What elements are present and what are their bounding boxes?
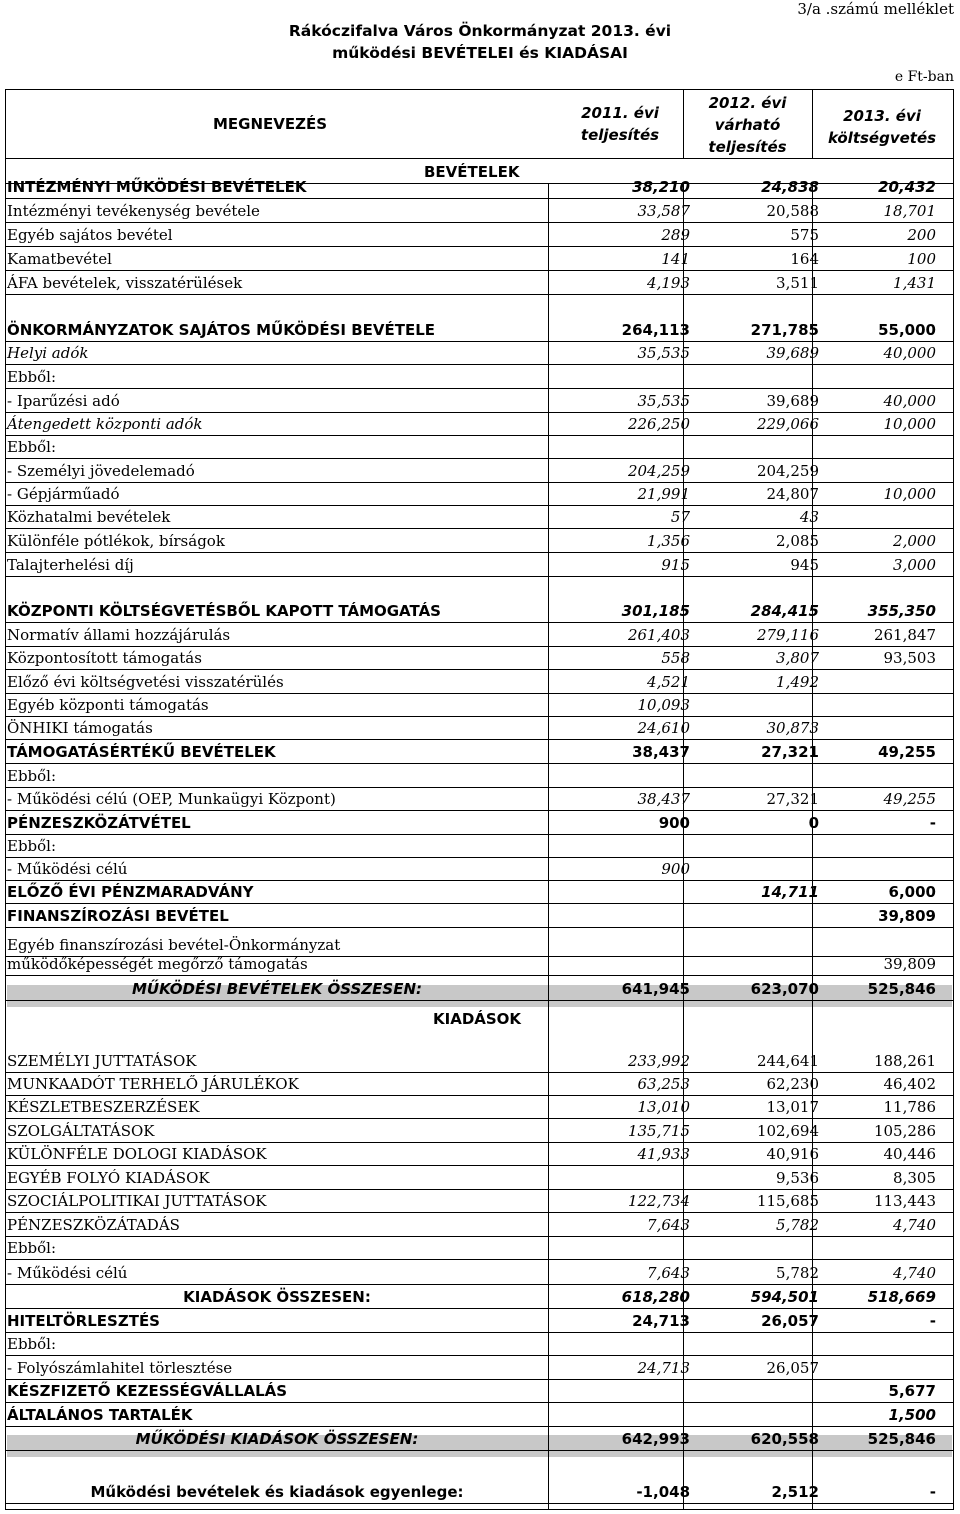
table-row: [7, 812, 952, 832]
row-value-col2: 27,321: [766, 790, 819, 808]
row-label: PÉNZESZKÖZÁTADÁS: [7, 1216, 180, 1234]
row-value-col3: 40,000: [883, 392, 936, 410]
row-label: Átengedett központi adók: [7, 415, 203, 433]
table-row: [7, 694, 952, 714]
row-label: ÁFA bevételek, visszatérülések: [7, 274, 243, 292]
row-value-col1: 642,993: [621, 1430, 690, 1448]
row-value-col3: 518,669: [867, 1288, 936, 1306]
row-value-col1: 261,403: [627, 626, 690, 644]
table-row: [7, 483, 952, 503]
row-value-col2: 102,694: [756, 1122, 819, 1140]
row-value-col1: 289: [661, 226, 690, 244]
row-value-col3: 6,000: [888, 883, 936, 901]
row-value-col3: 4,740: [893, 1216, 936, 1234]
row-value-col2: 20,588: [766, 202, 819, 220]
col2-line2: várható: [714, 116, 781, 134]
row-value-col1: 10,093: [637, 696, 690, 714]
row-label: Előző évi költségvetési visszatérülés: [7, 673, 284, 691]
row-label: Ebből:: [7, 438, 57, 456]
table-row: [7, 1481, 952, 1501]
row-value-col2: 204,259: [756, 462, 819, 480]
row-value-col3: 40,000: [883, 344, 936, 362]
row-label: Helyi adók: [7, 344, 89, 362]
row-label: - Iparűzési adó: [7, 392, 120, 410]
row-label: Közhatalmi bevételek: [7, 508, 171, 526]
row-value-col2: 575: [790, 226, 819, 244]
row-value-col3: 188,261: [873, 1052, 936, 1070]
table-row: [7, 1214, 952, 1234]
row-label: KÉSZFIZETŐ KEZESSÉGVÁLLALÁS: [7, 1382, 288, 1400]
row-value-col2: 623,070: [750, 980, 819, 998]
row-value-col3: 525,846: [867, 1430, 936, 1448]
row-value-col3: 10,000: [883, 415, 936, 433]
row-label: Egyéb finanszírozási bevétel-Önkormányzat: [7, 936, 341, 954]
row-value-col1: 24,713: [637, 1359, 690, 1377]
table-row: [7, 881, 952, 901]
row-label: SZOLGÁLTATÁSOK: [7, 1122, 155, 1140]
row-value-col1: 33,587: [637, 202, 690, 220]
row-value-col2: 62,230: [766, 1075, 819, 1093]
row-value-col2: 1,492: [776, 673, 819, 691]
row-value-col2: 2,512: [771, 1483, 819, 1501]
row-value-col2: 26,057: [761, 1312, 819, 1330]
row-value-col2: 164: [790, 250, 819, 268]
row-value-col1: 264,113: [621, 321, 690, 339]
row-value-col2: 3,807: [776, 649, 819, 667]
table-row: [7, 1357, 952, 1377]
table-row: [7, 788, 952, 808]
table-row: [7, 671, 952, 691]
table-row: [7, 1428, 952, 1448]
row-value-col1: 41,933: [637, 1145, 690, 1163]
table-row: [7, 1050, 952, 1070]
col1-line1: 2011. évi: [581, 103, 659, 122]
row-value-col2: 24,807: [766, 485, 819, 503]
table-row: [7, 248, 952, 268]
row-value-col2: 24,838: [761, 178, 819, 196]
row-value-col1: 122,734: [627, 1192, 690, 1210]
title-line-1: Rákóczifalva Város Önkormányzat 2013. évi: [288, 22, 672, 40]
table-row: [7, 460, 952, 480]
title-line-2: működési BEVÉTELEI és KIADÁSAI: [332, 44, 628, 62]
row-label: EGYÉB FOLYÓ KIADÁSOK: [7, 1169, 210, 1187]
row-label: ELŐZŐ ÉVI PÉNZMARADVÁNY: [7, 883, 254, 901]
table-row: [7, 624, 952, 644]
row-value-col3: 105,286: [873, 1122, 936, 1140]
row-value-col2: 39,689: [766, 392, 819, 410]
table-row: [7, 1237, 952, 1257]
unit-label: e Ft-ban: [894, 69, 954, 85]
row-value-col3: 100: [907, 250, 936, 268]
row-value-col1: 233,992: [627, 1052, 690, 1070]
col2-line1: 2012. évi: [708, 94, 787, 112]
row-label: ÖNHIKI támogatás: [7, 719, 153, 737]
table-row: [7, 934, 952, 954]
row-value-col3: 39,809: [883, 955, 936, 973]
row-label: - Személyi jövedelemadó: [7, 462, 195, 480]
row-label: Működési bevételek és kiadások egyenlege:: [90, 1483, 464, 1501]
row-value-col3: 200: [907, 226, 936, 244]
row-label: Egyéb központi támogatás: [7, 696, 209, 714]
table-row: [7, 1190, 952, 1210]
table-row: [7, 1167, 952, 1187]
row-value-col1: 38,437: [637, 790, 690, 808]
row-value-col3: 93,503: [883, 649, 936, 667]
row-value-col1: 204,259: [627, 462, 690, 480]
row-label: SZEMÉLYI JUTTATÁSOK: [7, 1052, 197, 1070]
row-label: MŰKÖDÉSI BEVÉTELEK ÖSSZESEN:: [131, 980, 423, 998]
annex-label: 3/a .számú melléklet: [797, 0, 954, 18]
row-value-col1: 4,193: [647, 274, 690, 292]
row-value-col1: 900: [661, 860, 690, 878]
table-row: [7, 366, 952, 386]
row-value-col2: 945: [790, 556, 819, 574]
row-label: KIADÁSOK ÖSSZESEN:: [183, 1288, 371, 1306]
row-label: Ebből:: [7, 837, 57, 855]
table-row: [7, 554, 952, 574]
row-value-col3: 18,701: [883, 202, 936, 220]
table-row: [7, 1380, 952, 1400]
row-value-col1: 1,356: [647, 532, 690, 550]
row-value-col1: 38,210: [632, 178, 690, 196]
row-label: KÉSZLETBESZERZÉSEK: [7, 1098, 200, 1116]
row-value-col2: 5,782: [776, 1264, 819, 1282]
table-row: [7, 530, 952, 550]
row-value-col2: 620,558: [750, 1430, 819, 1448]
table-row: [7, 390, 952, 410]
row-label: Ebből:: [7, 767, 57, 785]
row-value-col3: 11,786: [883, 1098, 936, 1116]
row-label: SZOCIÁLPOLITIKAI JUTTATÁSOK: [7, 1192, 267, 1210]
row-label: MŰKÖDÉSI KIADÁSOK ÖSSZESEN:: [135, 1430, 419, 1448]
row-value-col1: 900: [658, 814, 690, 832]
row-value-col2: 27,321: [761, 743, 819, 761]
row-value-col2: 284,415: [750, 602, 819, 620]
row-value-col1: 558: [661, 649, 690, 667]
table-row: [7, 1262, 952, 1282]
row-value-col3: 355,350: [867, 602, 936, 620]
table-row: [7, 1120, 952, 1140]
table-row: [7, 1073, 952, 1093]
table-row: [7, 436, 952, 456]
table-row: [7, 741, 952, 761]
table-row: [7, 272, 952, 292]
row-value-col2: 14,711: [761, 883, 819, 901]
row-label: KÜLÖNFÉLE DOLOGI KIADÁSOK: [7, 1145, 267, 1163]
row-label: PÉNZESZKÖZÁTVÉTEL: [7, 814, 191, 832]
row-value-col2: 2,085: [776, 532, 819, 550]
col1-line2: teljesítés: [580, 125, 660, 144]
row-label: Központosított támogatás: [7, 649, 202, 667]
table-row: [7, 1286, 952, 1306]
row-label: Különféle pótlékok, bírságok: [7, 532, 225, 550]
row-label: ÖNKORMÁNYZATOK SAJÁTOS MŰKÖDÉSI BEVÉTELE: [7, 321, 436, 339]
row-value-col3: 1,431: [893, 274, 936, 292]
row-value-col3: 20,432: [878, 178, 936, 196]
row-value-col2: 30,873: [766, 719, 819, 737]
table-row: [7, 506, 952, 526]
row-value-col3: 8,305: [893, 1169, 936, 1187]
row-value-col3: 49,255: [878, 743, 936, 761]
row-value-col1: 63,253: [637, 1075, 690, 1093]
row-value-col2: 39,689: [766, 344, 819, 362]
table-row: [7, 176, 952, 196]
row-value-col2: 9,536: [776, 1169, 819, 1187]
row-label: KÖZPONTI KÖLTSÉGVETÉSBŐL KAPOTT TÁMOGATÁS: [7, 602, 441, 620]
row-value-col3: 46,402: [883, 1075, 936, 1093]
row-value-col3: 1,500: [888, 1406, 936, 1424]
row-label: Egyéb sajátos bevétel: [7, 226, 173, 244]
row-label: működőképességét megőrző támogatás: [7, 955, 308, 973]
row-value-col1: 7,643: [647, 1264, 690, 1282]
row-value-col1: 7,643: [647, 1216, 690, 1234]
row-value-col2: 271,785: [750, 321, 819, 339]
row-value-col3: 261,847: [873, 626, 936, 644]
table-row: [7, 200, 952, 220]
row-value-col1: 35,535: [637, 392, 690, 410]
row-value-col2: 0: [808, 814, 819, 832]
row-value-col1: 24,610: [637, 719, 690, 737]
row-value-col2: 3,511: [776, 274, 819, 292]
table-row: [7, 1143, 952, 1163]
row-value-col2: 40,916: [766, 1145, 819, 1163]
row-value-col3: 55,000: [878, 321, 936, 339]
row-value-col2: 594,501: [750, 1288, 819, 1306]
row-label: Ebből:: [7, 368, 57, 386]
row-label: MUNKAADÓT TERHELŐ JÁRULÉKOK: [7, 1075, 299, 1093]
row-value-col1: 35,535: [637, 344, 690, 362]
table-row: [7, 858, 952, 878]
row-value-col1: 135,715: [627, 1122, 690, 1140]
row-label: Intézményi tevékenység bevétele: [7, 202, 260, 220]
row-label: Normatív állami hozzájárulás: [7, 626, 231, 644]
section-income: BEVÉTELEK: [424, 163, 520, 181]
row-label: Talajterhelési díj: [7, 556, 134, 574]
row-value-col3: 4,740: [893, 1264, 936, 1282]
row-value-col2: 115,685: [756, 1192, 819, 1210]
table-row: [7, 717, 952, 737]
row-value-col1: 915: [661, 556, 690, 574]
row-label: INTÉZMÉNYI MŰKÖDÉSI BEVÉTELEK: [7, 178, 307, 196]
table-row: [7, 978, 952, 998]
row-value-col3: 39,809: [878, 907, 936, 925]
row-value-col3: 2,000: [893, 532, 936, 550]
row-value-col3: 3,000: [893, 556, 936, 574]
table-row: [7, 224, 952, 244]
row-value-col1: 24,713: [632, 1312, 690, 1330]
row-label: Ebből:: [7, 1239, 57, 1257]
row-value-col1: 618,280: [621, 1288, 690, 1306]
row-value-col3: -: [929, 1312, 936, 1330]
row-value-col1: 13,010: [637, 1098, 690, 1116]
row-value-col1: 38,437: [632, 743, 690, 761]
row-value-col1: 641,945: [621, 980, 690, 998]
row-label: FINANSZÍROZÁSI BEVÉTEL: [7, 907, 229, 925]
row-label: - Folyószámlahitel törlesztése: [7, 1359, 233, 1377]
table-row: [7, 342, 952, 362]
row-value-col1: 4,521: [647, 673, 690, 691]
col3-line2: költségvetés: [827, 128, 937, 147]
row-label: Ebből:: [7, 1335, 57, 1353]
row-value-col2: 43: [799, 508, 819, 526]
row-label: - Működési célú: [7, 1264, 128, 1282]
row-label: TÁMOGATÁSÉRTÉKŰ BEVÉTELEK: [7, 743, 276, 761]
table-row: [7, 1310, 952, 1330]
row-value-col3: -: [929, 1483, 936, 1501]
section-expense: KIADÁSOK: [433, 1010, 522, 1028]
table-row: [7, 1333, 952, 1353]
row-label: - Működési célú (OEP, Munkaügyi Központ): [7, 790, 336, 808]
row-value-col2: 13,017: [766, 1098, 819, 1116]
row-label: Kamatbevétel: [7, 250, 112, 268]
table-row: [7, 1404, 952, 1424]
row-value-col1: 301,185: [621, 602, 690, 620]
table-row: [7, 835, 952, 855]
table-row: [7, 905, 952, 925]
row-value-col3: 5,677: [888, 1382, 936, 1400]
row-value-col2: 279,116: [756, 626, 819, 644]
table-row: [7, 953, 952, 973]
row-value-col2: 26,057: [766, 1359, 819, 1377]
row-label: - Gépjárműadó: [7, 485, 120, 503]
row-label: - Működési célú: [7, 860, 128, 878]
row-label: HITELTÖRLESZTÉS: [7, 1312, 160, 1330]
table-row: [7, 647, 952, 667]
row-value-col1: 141: [661, 250, 690, 268]
row-value-col2: 5,782: [776, 1216, 819, 1234]
col2-line3: teljesítés: [708, 138, 787, 156]
table-row: [7, 1096, 952, 1116]
row-label: ÁLTALÁNOS TARTALÉK: [7, 1406, 193, 1424]
row-value-col1: 21,991: [637, 485, 690, 503]
row-value-col2: 229,066: [756, 415, 819, 433]
table-row: [7, 413, 952, 433]
row-value-col3: -: [929, 814, 936, 832]
row-value-col3: 113,443: [873, 1192, 936, 1210]
table-row: [7, 319, 952, 339]
row-value-col3: 49,255: [883, 790, 936, 808]
row-value-col1: 57: [670, 508, 690, 526]
column-name-label: MEGNEVEZÉS: [212, 114, 328, 133]
table-row: [7, 765, 952, 785]
col3-line1: 2013. évi: [843, 106, 921, 125]
table-row: [7, 600, 952, 620]
row-value-col2: 244,641: [756, 1052, 819, 1070]
row-value-col3: 10,000: [883, 485, 936, 503]
row-value-col3: 40,446: [883, 1145, 936, 1163]
row-value-col3: 525,846: [867, 980, 936, 998]
row-value-col1: -1,048: [636, 1483, 690, 1501]
row-value-col1: 226,250: [627, 415, 690, 433]
